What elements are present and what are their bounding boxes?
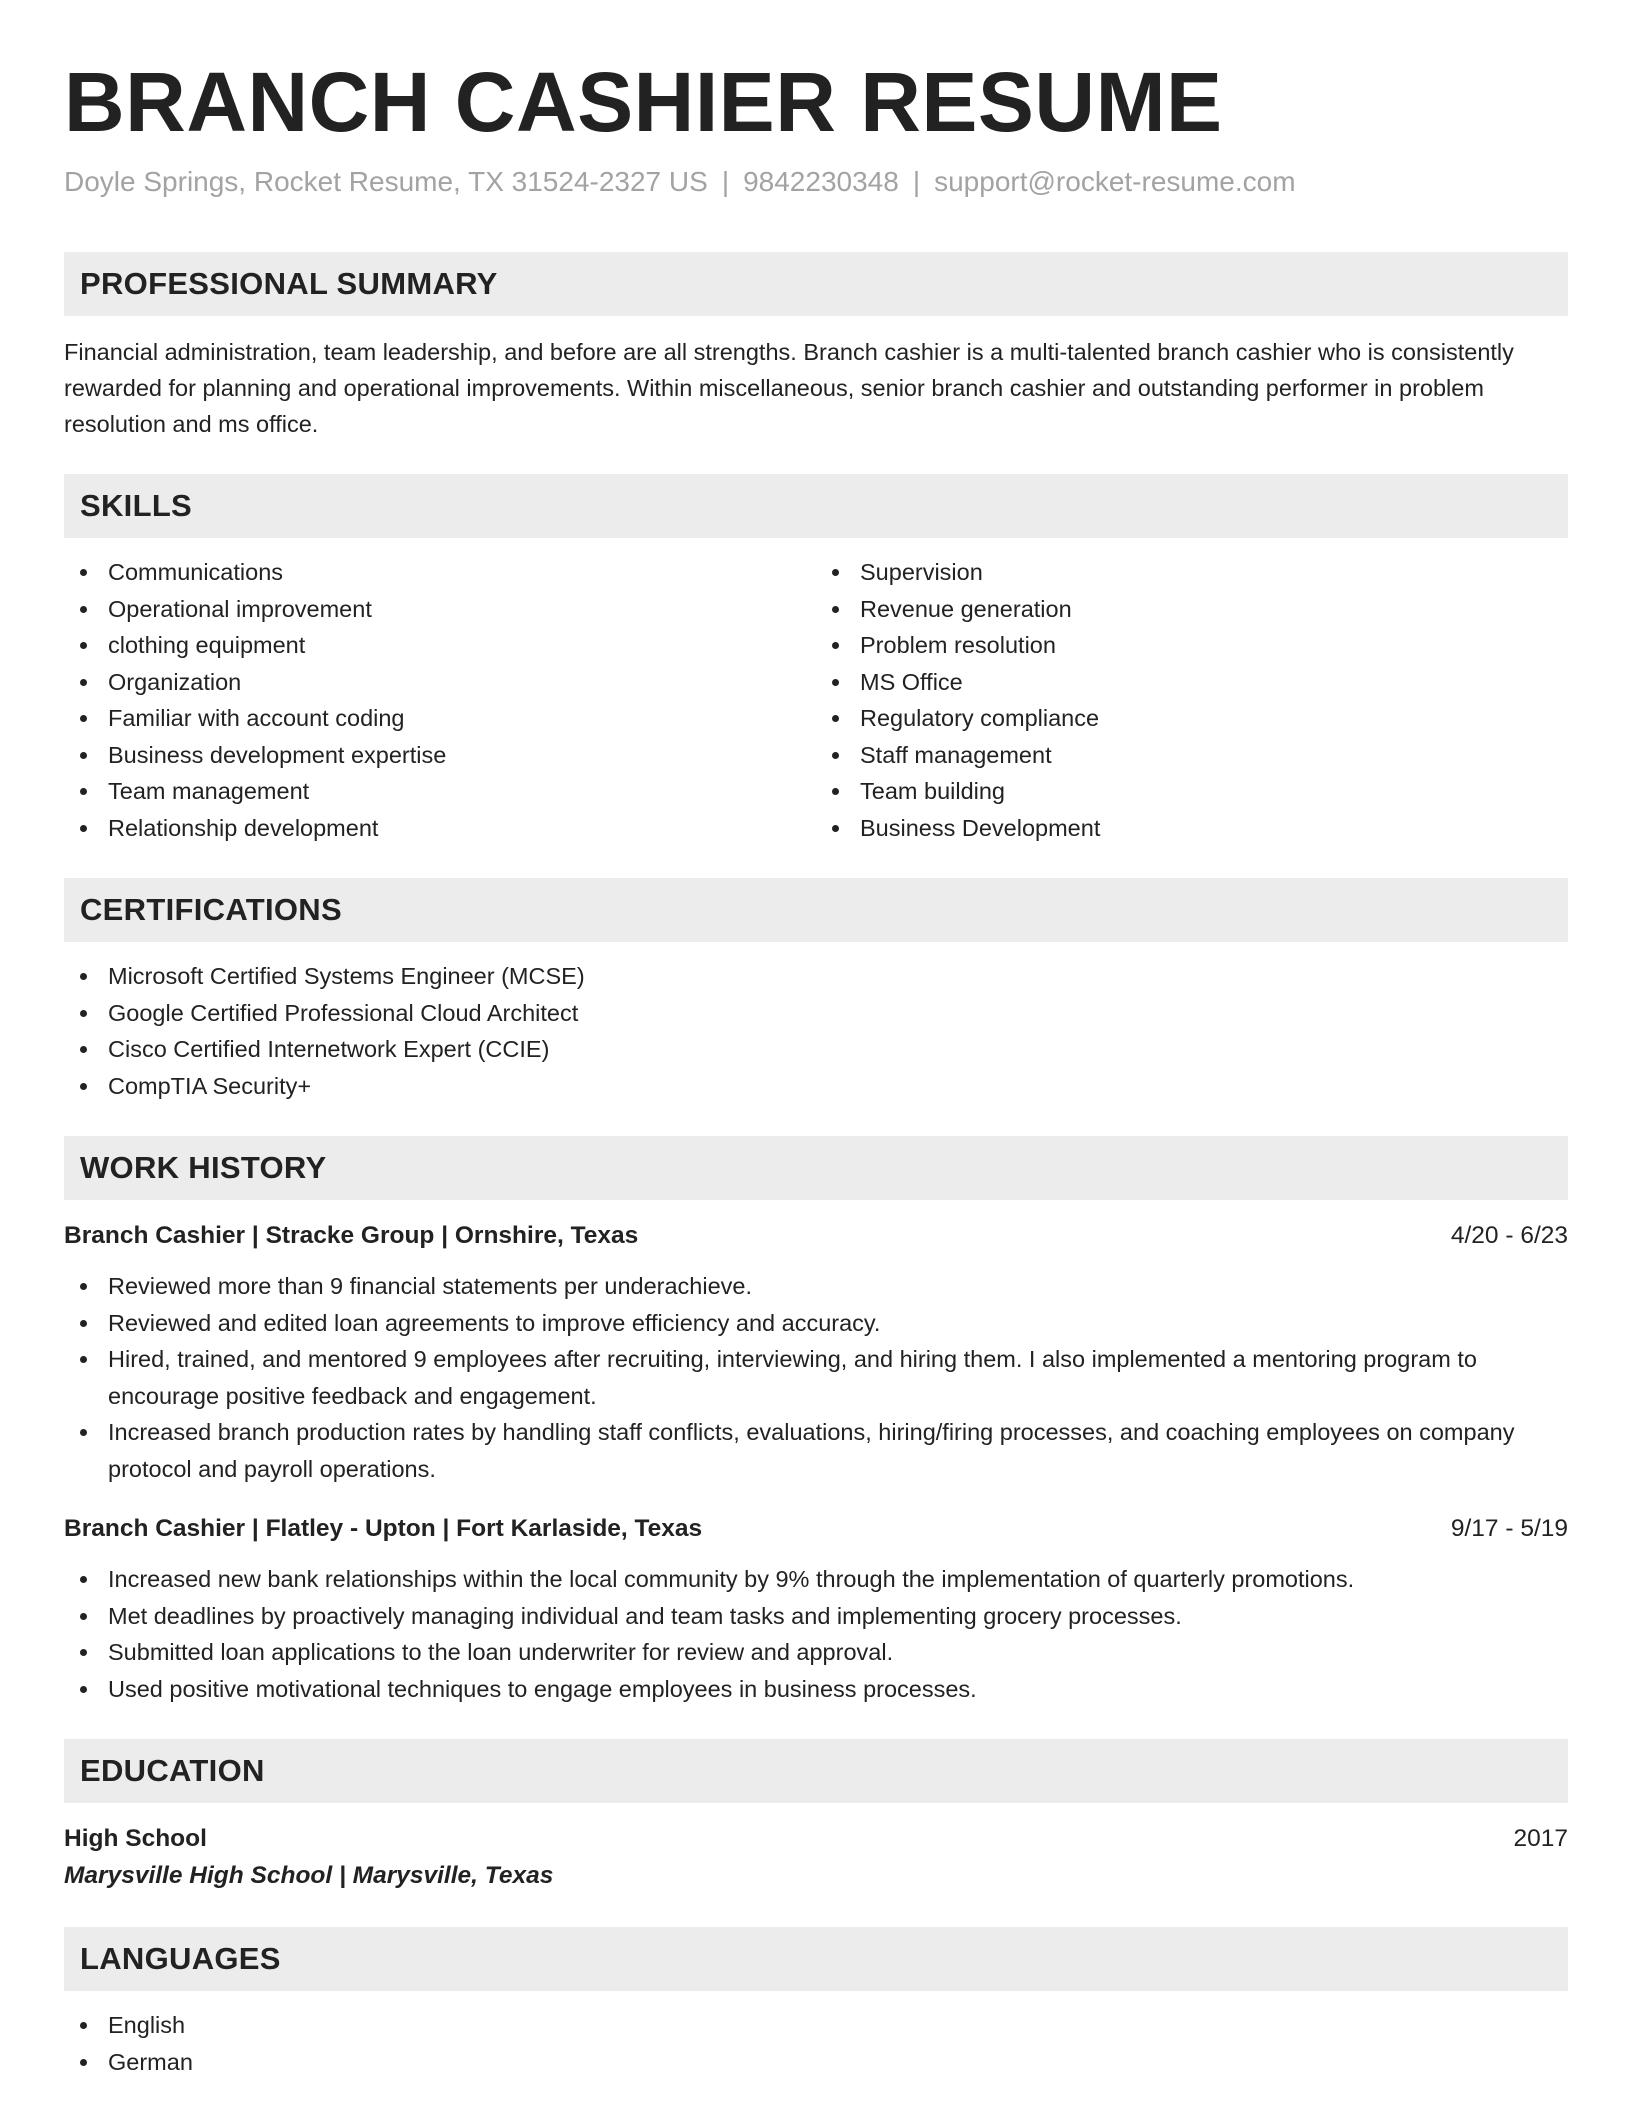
skill-item: Relationship development (64, 810, 816, 847)
job-header (64, 1218, 1568, 1254)
skill-item: Organization (64, 664, 816, 701)
education-header (64, 1821, 1568, 1857)
job-bullet: Increased new bank relationships within the local community by 9% through the implementation of quarterly promotions. (64, 1561, 1568, 1598)
section-heading-summary: PROFESSIONAL SUMMARY (64, 252, 1568, 316)
skill-item: Supervision (816, 554, 1568, 591)
certification-item: Microsoft Certified Systems Engineer (MCSE) (64, 958, 1568, 995)
skill-item: Revenue generation (816, 591, 1568, 628)
certifications-list (64, 958, 1568, 1104)
contact-line (64, 166, 1568, 198)
contact-address: Doyle Springs, Rocket Resume, TX 31524-2327 US (64, 166, 708, 198)
skills-list-right (816, 554, 1568, 846)
skill-item: Team management (64, 773, 816, 810)
skills-section (64, 474, 1568, 846)
job-bullets (64, 1561, 1568, 1707)
skill-item: Staff management (816, 737, 1568, 774)
skill-item: Regulatory compliance (816, 700, 1568, 737)
job-bullets (64, 1268, 1568, 1487)
education-section (64, 1739, 1568, 1895)
contact-separator: | (721, 166, 730, 198)
languages-section (64, 1927, 1568, 2080)
job-bullet: Used positive motivational techniques to engage employees in business processes. (64, 1671, 1568, 1708)
section-heading-work-history: WORK HISTORY (64, 1136, 1568, 1200)
contact-email: support@rocket-resume.com (934, 166, 1296, 198)
job-bullet: Reviewed more than 9 financial statements per underachieve. (64, 1268, 1568, 1305)
skill-item: Communications (64, 554, 816, 591)
certification-item: Cisco Certified Internetwork Expert (CCIE) (64, 1031, 1568, 1068)
job-title: Branch Cashier | Flatley - Upton | Fort Karlaside, Texas (64, 1515, 703, 1543)
skills-list-left (64, 554, 816, 846)
job-dates: 9/17 - 5/19 (1450, 1515, 1568, 1543)
section-heading-education: EDUCATION (64, 1739, 1568, 1803)
skill-item: Operational improvement (64, 591, 816, 628)
resume-title: BRANCH CASHIER RESUME (64, 55, 1223, 149)
job-dates: 4/20 - 6/23 (1450, 1222, 1568, 1250)
job-bullet: Hired, trained, and mentored 9 employees after recruiting, interviewing, and hiring them. I also implemented a mentoring program to encourage positive feedback and engagement. (64, 1341, 1568, 1414)
job-bullet: Met deadlines by proactively managing individual and team tasks and implementing grocery processes. (64, 1598, 1568, 1635)
section-heading-languages: LANGUAGES (64, 1927, 1568, 1991)
summary-text: Financial administration, team leadership, and before are all strengths. Branch cashier is a multi-talented branch cashier who is consistently rewarded for planning and operational improvements. Within miscellaneous, senior branch cashier and outstanding performer in problem resolution and ms office. (64, 339, 1514, 438)
section-heading-skills: SKILLS (64, 474, 1568, 538)
skill-item: Team building (816, 773, 1568, 810)
job-bullet: Submitted loan applications to the loan underwriter for review and approval. (64, 1634, 1568, 1671)
skill-item: Familiar with account coding (64, 700, 816, 737)
section-heading-certifications: CERTIFICATIONS (64, 878, 1568, 942)
education-degree: High School (64, 1825, 207, 1853)
skill-item: Business development expertise (64, 737, 816, 774)
skill-item: clothing equipment (64, 627, 816, 664)
work-history-section (64, 1136, 1568, 1707)
job-title: Branch Cashier | Stracke Group | Ornshire, Texas (64, 1222, 639, 1250)
languages-list (64, 2007, 1568, 2080)
job-bullet: Increased branch production rates by handling staff conflicts, evaluations, hiring/firing processes, and coaching employees on company protocol and payroll operations. (64, 1414, 1568, 1487)
contact-phone: 9842230348 (743, 166, 899, 198)
skill-item: Problem resolution (816, 627, 1568, 664)
contact-separator: | (912, 166, 921, 198)
skill-item: Business Development (816, 810, 1568, 847)
certification-item: Google Certified Professional Cloud Architect (64, 995, 1568, 1032)
language-item: German (64, 2044, 1568, 2081)
job-bullet: Reviewed and edited loan agreements to improve efficiency and accuracy. (64, 1305, 1568, 1342)
certifications-section (64, 878, 1568, 1104)
education-year: 2017 (1513, 1825, 1568, 1853)
skill-item: MS Office (816, 664, 1568, 701)
job-entry (64, 1511, 1568, 1707)
certification-item: CompTIA Security+ (64, 1068, 1568, 1105)
job-header (64, 1511, 1568, 1547)
job-entry (64, 1218, 1568, 1487)
language-item: English (64, 2007, 1568, 2044)
education-school: Marysville High School | Marysville, Texas (64, 1862, 554, 1890)
skills-columns (64, 538, 1568, 846)
